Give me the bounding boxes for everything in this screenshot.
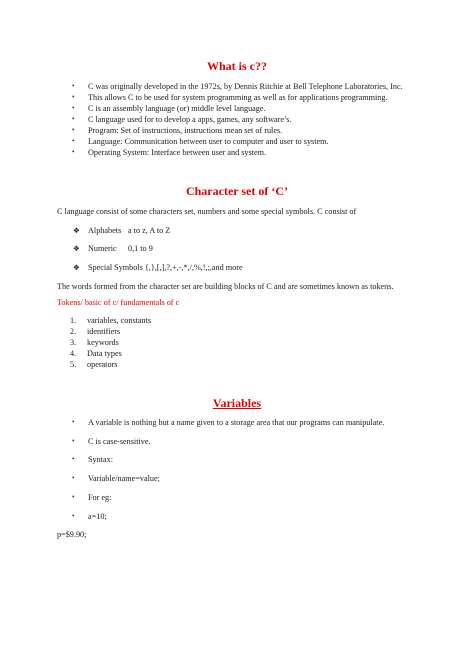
charset-item-label: Special Symbols {,},[,],?,+,-,*,/,%,!,;,and more (88, 263, 243, 272)
heading-character-set: Character set of ‘C’ (185, 184, 289, 198)
charset-item-value: a to z, A to Z (128, 226, 171, 235)
bullet-icon: • (72, 126, 75, 134)
bullet-icon: • (72, 148, 75, 156)
list-item: variables, constants (87, 316, 152, 325)
list-number: 2. (70, 327, 77, 336)
list-item: operators (87, 360, 118, 369)
bullet-icon: • (72, 474, 75, 482)
bullet-icon: • (72, 512, 75, 520)
charset-item-value: 0,1 to 9 (128, 244, 153, 253)
tokens-heading: Tokens/ basic of c/ fundamentals of c (57, 298, 180, 307)
list-item: C is an assembly language (or) middle level language. (88, 104, 266, 113)
list-number: 1. (70, 316, 77, 325)
bullet-icon: • (72, 93, 75, 101)
list-item: This allows C to be used for system programming as well as for applications programming. (88, 93, 388, 102)
heading-variables: Variables (212, 396, 262, 410)
list-item: C was originally developed in the 1972s, by Dennis Ritchie at Bell Telephone Laboratories, Inc. (88, 82, 403, 91)
list-item: Language: Communication between user to computer and user to system. (88, 137, 329, 146)
list-item: keywords (87, 338, 119, 347)
charset-item-label: Alphabets (88, 226, 122, 235)
charset-item-label: Numeric (88, 244, 117, 253)
list-item: C language used for to develop a apps, games, any software’s. (88, 115, 292, 124)
list-item: C is case-sensitive. (88, 437, 151, 446)
tokens-sentence: The words formed from the character set are building blocks of C and are sometimes known as tokens. (57, 282, 394, 291)
code-line: p=$9.90; (57, 530, 87, 539)
list-item: Data types (87, 349, 122, 358)
list-number: 4. (70, 349, 77, 358)
list-item: For eg: (88, 493, 112, 502)
list-item: A variable is nothing but a name given to a storage area that our programs can manipulate. (88, 418, 385, 427)
bullet-icon: • (72, 455, 75, 463)
diamond-bullet-icon: ❖ (73, 263, 80, 272)
bullet-icon: • (72, 493, 75, 501)
list-item: Syntax: (88, 455, 114, 464)
bullet-icon: • (72, 82, 75, 90)
diamond-bullet-icon: ❖ (73, 244, 80, 253)
bullet-icon: • (72, 418, 75, 426)
diamond-bullet-icon: ❖ (73, 226, 80, 235)
bullet-icon: • (72, 104, 75, 112)
list-item: identifiers (87, 327, 121, 336)
list-number: 5. (70, 360, 77, 369)
bullet-icon: • (72, 137, 75, 145)
list-item: a=10; (88, 512, 107, 521)
bullet-icon: • (72, 115, 75, 123)
list-item: Operating System: Interface between user and system. (88, 148, 267, 157)
heading-what-is-c: What is c?? (207, 59, 267, 73)
list-item: Variable/name=value; (88, 474, 160, 483)
list-item: Program: Set of instructions, instructions mean set of rules. (88, 126, 283, 135)
character-set-intro: C language consist of some characters set, numbers and some special symbols. C consist of (57, 207, 357, 216)
list-number: 3. (70, 338, 77, 347)
bullet-icon: • (72, 437, 75, 445)
